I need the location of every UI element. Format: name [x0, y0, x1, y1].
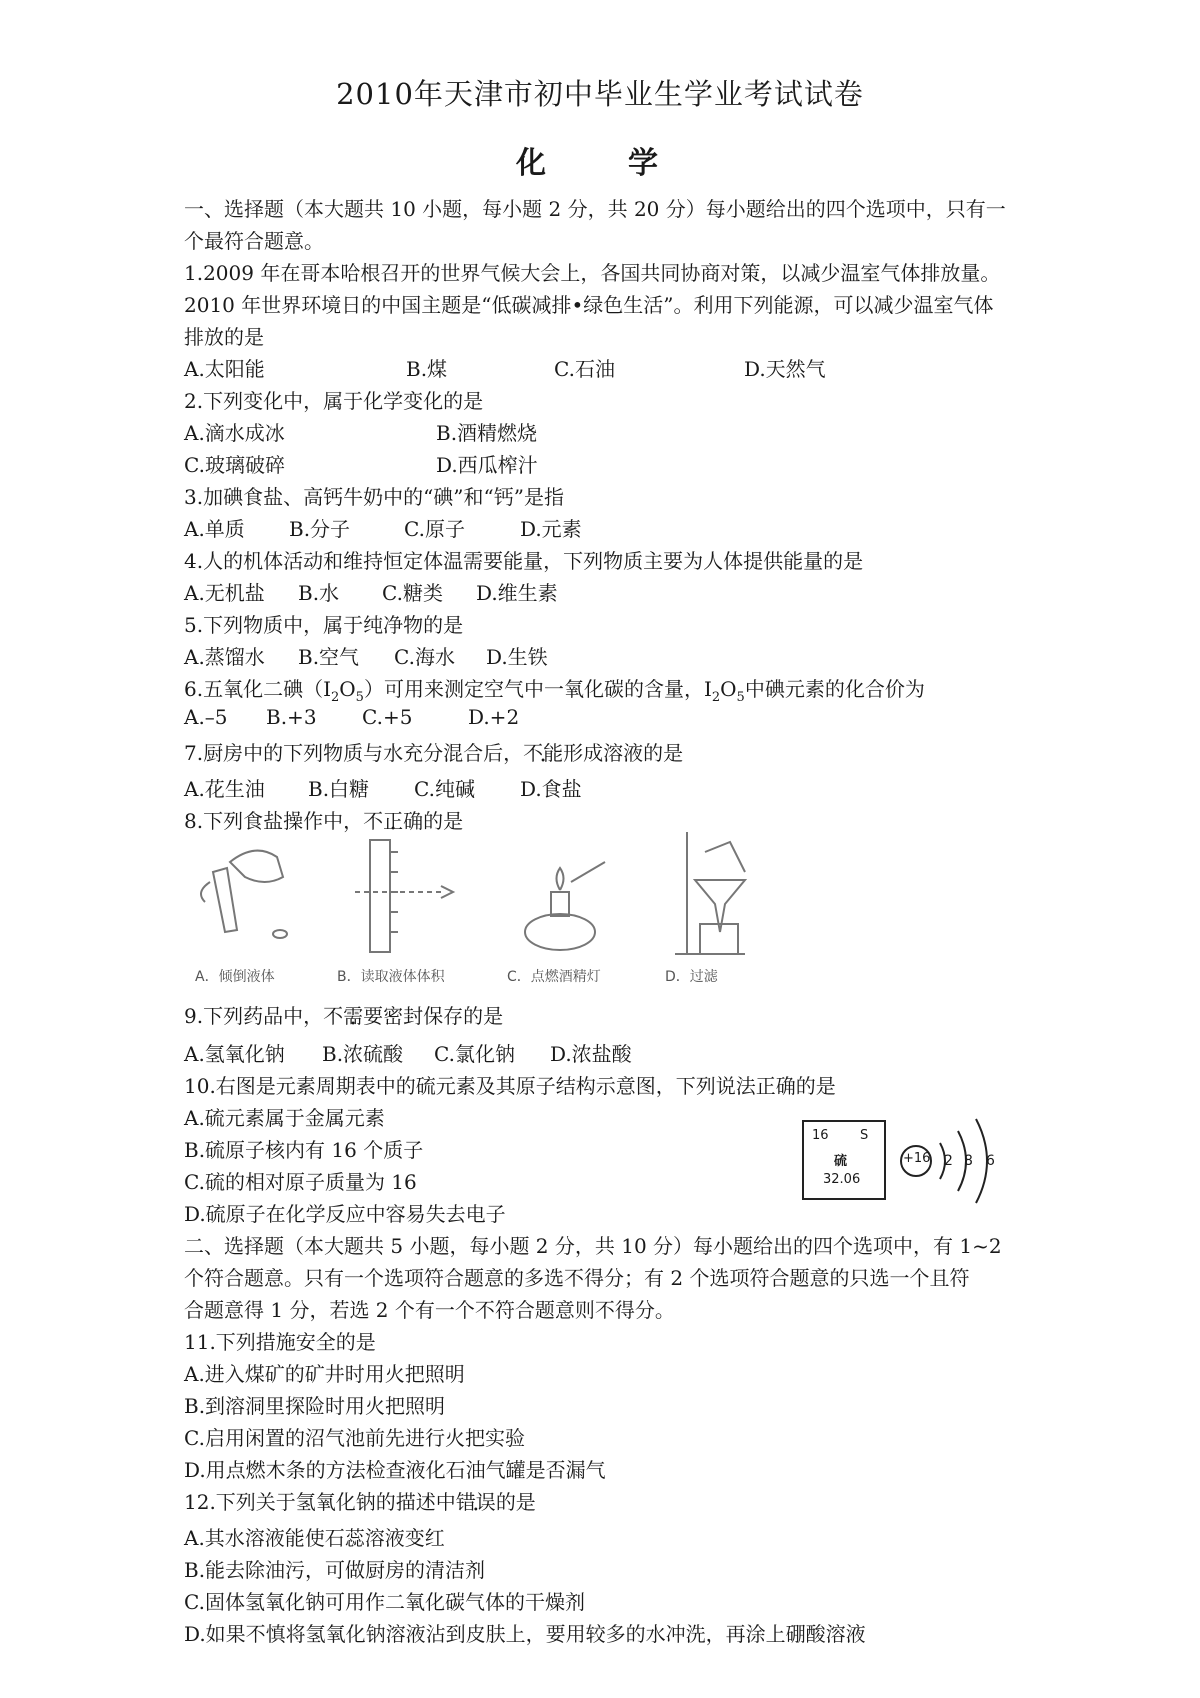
q5-stem: 5.下列物质中，属于纯净物的是: [184, 613, 464, 637]
q4-stem: 4.人的机体活动和维持恒定体温需要能量，下列物质主要为人体提供能量的是: [184, 549, 864, 573]
q3-option-b: B.分子: [289, 517, 351, 541]
q6-stem: [184, 673, 925, 705]
q3-option-a: A.单质: [184, 517, 245, 541]
shell-electrons-3: 6: [986, 1153, 995, 1169]
q10-option-b: B.硫原子核内有 16 个质子: [184, 1138, 424, 1162]
q9-option-c: C.氯化钠: [434, 1042, 515, 1066]
q7-stem-part: 形成溶液的是: [563, 741, 684, 765]
q5-options: [184, 641, 784, 669]
q2-options-row2: [184, 449, 784, 477]
q8-stem-part: 8.下列食盐操作中，: [184, 809, 364, 833]
q7-option-c: C.纯碱: [414, 777, 475, 801]
filtration-sketch: [675, 832, 745, 954]
exam-title: 2010年天津市初中毕业生学业考试试卷: [336, 77, 864, 111]
q1-stem-line2: 2010 年世界环境日的中国主题是“低碳减排•绿色生活”。利用下列能源，可以减少温室气体: [184, 293, 994, 317]
q10-option-a: A.硫元素属于金属元素: [184, 1106, 385, 1130]
q9-stem: [184, 1000, 503, 1029]
pour-liquid-sketch: [201, 851, 287, 938]
section2-header-line3: 合题意得 1 分，若选 2 个有一个不符合题意则不得分。: [184, 1298, 675, 1322]
alcohol-lamp-sketch: [525, 862, 605, 950]
q12-stem-part: 12.下列关于氢氧化钠的描述中: [184, 1490, 456, 1514]
q5-option-c: C.海水: [394, 645, 455, 669]
q12-option-c: C.固体氢氧化钠可用作二氧化碳气体的干燥剂: [184, 1590, 585, 1614]
q6-subscript: 2: [711, 690, 721, 705]
q7-options: [184, 773, 784, 801]
q6-subscript: 5: [355, 690, 364, 705]
figure-label-b: B．读取液体体积: [337, 969, 445, 985]
q1-stem-line3: 排放的是: [184, 325, 264, 349]
q5-option-b: B.空气: [298, 645, 360, 669]
q6-options: [184, 705, 784, 729]
q2-stem: 2.下列变化中，属于化学变化的是: [184, 389, 484, 413]
q7-option-b: B.白糖: [308, 777, 370, 801]
q7-stem: [184, 737, 683, 766]
q1-option-a: A.太阳能: [184, 357, 265, 381]
section2-header-line2: 个符合题意。只有一个选项符合题意的多选不得分；有 2 个选项符合题意的只选一个且符: [184, 1266, 970, 1290]
q2-option-b: B.酒精燃烧: [436, 421, 538, 445]
q9-stem-part: 密封保存的是: [383, 1004, 504, 1028]
q10-stem: 10.右图是元素周期表中的硫元素及其原子结构示意图，下列说法正确的是: [184, 1074, 836, 1098]
q2-option-d: D.西瓜榨汁: [436, 453, 538, 477]
q7-stem-part: 7.厨房中的下列物质与水充分混合后，: [184, 741, 524, 765]
q3-option-d: D.元素: [520, 517, 582, 541]
q6-option-a: A.–5: [184, 705, 228, 729]
q2-option-a: A.滴水成冰: [184, 421, 285, 445]
q1-stem-line1: 1.2009 年在哥本哈根召开的世界气候大会上，各国共同协商对策，以减少温室气体排放量。: [184, 261, 1001, 285]
q11-option-b: B.到溶洞里探险时用火把照明: [184, 1394, 446, 1418]
q3-options: [184, 513, 784, 541]
element-symbol: S: [860, 1128, 869, 1143]
q4-option-d: D.维生素: [476, 581, 558, 605]
figure-label-d: D．过滤: [665, 969, 718, 985]
q5-option-a: A.蒸馏水: [184, 645, 265, 669]
q4-option-a: A.无机盐: [184, 581, 265, 605]
q8-stem: [184, 805, 463, 834]
q9-options: [184, 1038, 784, 1066]
q6-stem-part: 6.五氧化二碘（I: [184, 677, 331, 701]
q12-stem-part: 的是: [495, 1490, 536, 1514]
figure-label-a: A．倾倒液体: [195, 969, 275, 985]
sulfur-element-card: [802, 1120, 886, 1200]
q1-option-d: D.天然气: [744, 357, 826, 381]
q9-option-b: B.浓硫酸: [322, 1042, 404, 1066]
q10-option-d: D.硫原子在化学反应中容易失去电子: [184, 1202, 506, 1226]
q12-option-d: D.如果不慎将氢氧化钠溶液沾到皮肤上，要用较多的水冲洗，再涂上硼酸溶液: [184, 1622, 866, 1646]
section1-header-line1: 一、选择题（本大题共 10 小题，每小题 2 分，共 20 分）每小题给出的四个选项中，只有一: [184, 197, 1006, 221]
q10-option-c: C.硫的相对原子质量为 16: [184, 1170, 417, 1194]
q4-options: [184, 577, 784, 605]
q6-stem-part: O: [339, 677, 356, 701]
q9-stem-part: 9.下列药品中，: [184, 1004, 324, 1028]
q4-option-c: C.糖类: [382, 581, 443, 605]
q11-option-a: A.进入煤矿的矿井时用火把照明: [184, 1362, 465, 1386]
q6-option-d: D.+2: [468, 705, 520, 729]
section1-header-line2: 个最符合题意。: [184, 229, 324, 253]
q6-option-c: C.+5: [362, 705, 413, 729]
lab-apparatus-figure: [185, 832, 765, 992]
sulfur-atom-structure: [898, 1113, 1002, 1209]
q8-emphasis: 不正确: [363, 809, 424, 833]
q6-subscript: 2: [330, 690, 340, 705]
q1-option-c: C.石油: [554, 357, 615, 381]
atomic-number: 16: [812, 1128, 829, 1143]
q11-stem: 11.下列措施安全的是: [184, 1330, 376, 1354]
q11-option-d: D.用点燃木条的方法检查液化石油气罐是否漏气: [184, 1458, 606, 1482]
section2-header-line1: 二、选择题（本大题共 5 小题，每小题 2 分，共 10 分）每小题给出的四个选项中，有 1~2: [184, 1234, 1002, 1258]
q8-stem-part: 的是: [423, 809, 464, 833]
nucleus-charge: +16: [903, 1151, 931, 1166]
q6-stem-part: 中碘元素的化合价为: [744, 677, 925, 701]
q7-option-d: D.食盐: [520, 777, 582, 801]
q2-option-c: C.玻璃破碎: [184, 453, 285, 477]
q5-option-d: D.生铁: [486, 645, 548, 669]
graduated-cylinder-sketch: [355, 840, 453, 952]
q3-stem: 3.加碘食盐、高钙牛奶中的“碘”和“钙”是指: [184, 485, 564, 509]
q12-emphasis: 错误: [455, 1490, 496, 1514]
q3-option-c: C.原子: [404, 517, 465, 541]
q7-emphasis: 不能: [523, 741, 564, 765]
lab-apparatus-drawing: [185, 832, 765, 962]
subject-heading: 化 学: [516, 146, 684, 181]
q4-option-b: B.水: [298, 581, 340, 605]
q12-option-b: B.能去除油污，可做厨房的清洁剂: [184, 1558, 486, 1582]
q7-option-a: A.花生油: [184, 777, 265, 801]
q9-option-a: A.氢氧化钠: [184, 1042, 285, 1066]
q6-stem-part: O: [720, 677, 737, 701]
q9-emphasis: 不需要: [323, 1004, 384, 1028]
shell-electrons-2: 8: [964, 1153, 973, 1169]
q6-subscript: 5: [736, 690, 745, 705]
q6-stem-part: ）可用来测定空气中一氧化碳的含量，I: [363, 677, 712, 701]
q9-option-d: D.浓盐酸: [550, 1042, 632, 1066]
q6-option-b: B.+3: [266, 705, 317, 729]
element-name: 硫: [834, 1154, 848, 1169]
atomic-mass: 32.06: [823, 1172, 861, 1187]
q2-options-row1: [184, 417, 784, 445]
q11-option-c: C.启用闲置的沼气池前先进行火把实验: [184, 1426, 525, 1450]
q1-option-b: B.煤: [406, 357, 448, 381]
q12-stem: [184, 1486, 536, 1515]
figure-label-c: C．点燃酒精灯: [507, 969, 601, 985]
q1-options: [184, 353, 984, 381]
shell-electrons-1: 2: [944, 1153, 953, 1169]
q12-option-a: A.其水溶液能使石蕊溶液变红: [184, 1526, 445, 1550]
